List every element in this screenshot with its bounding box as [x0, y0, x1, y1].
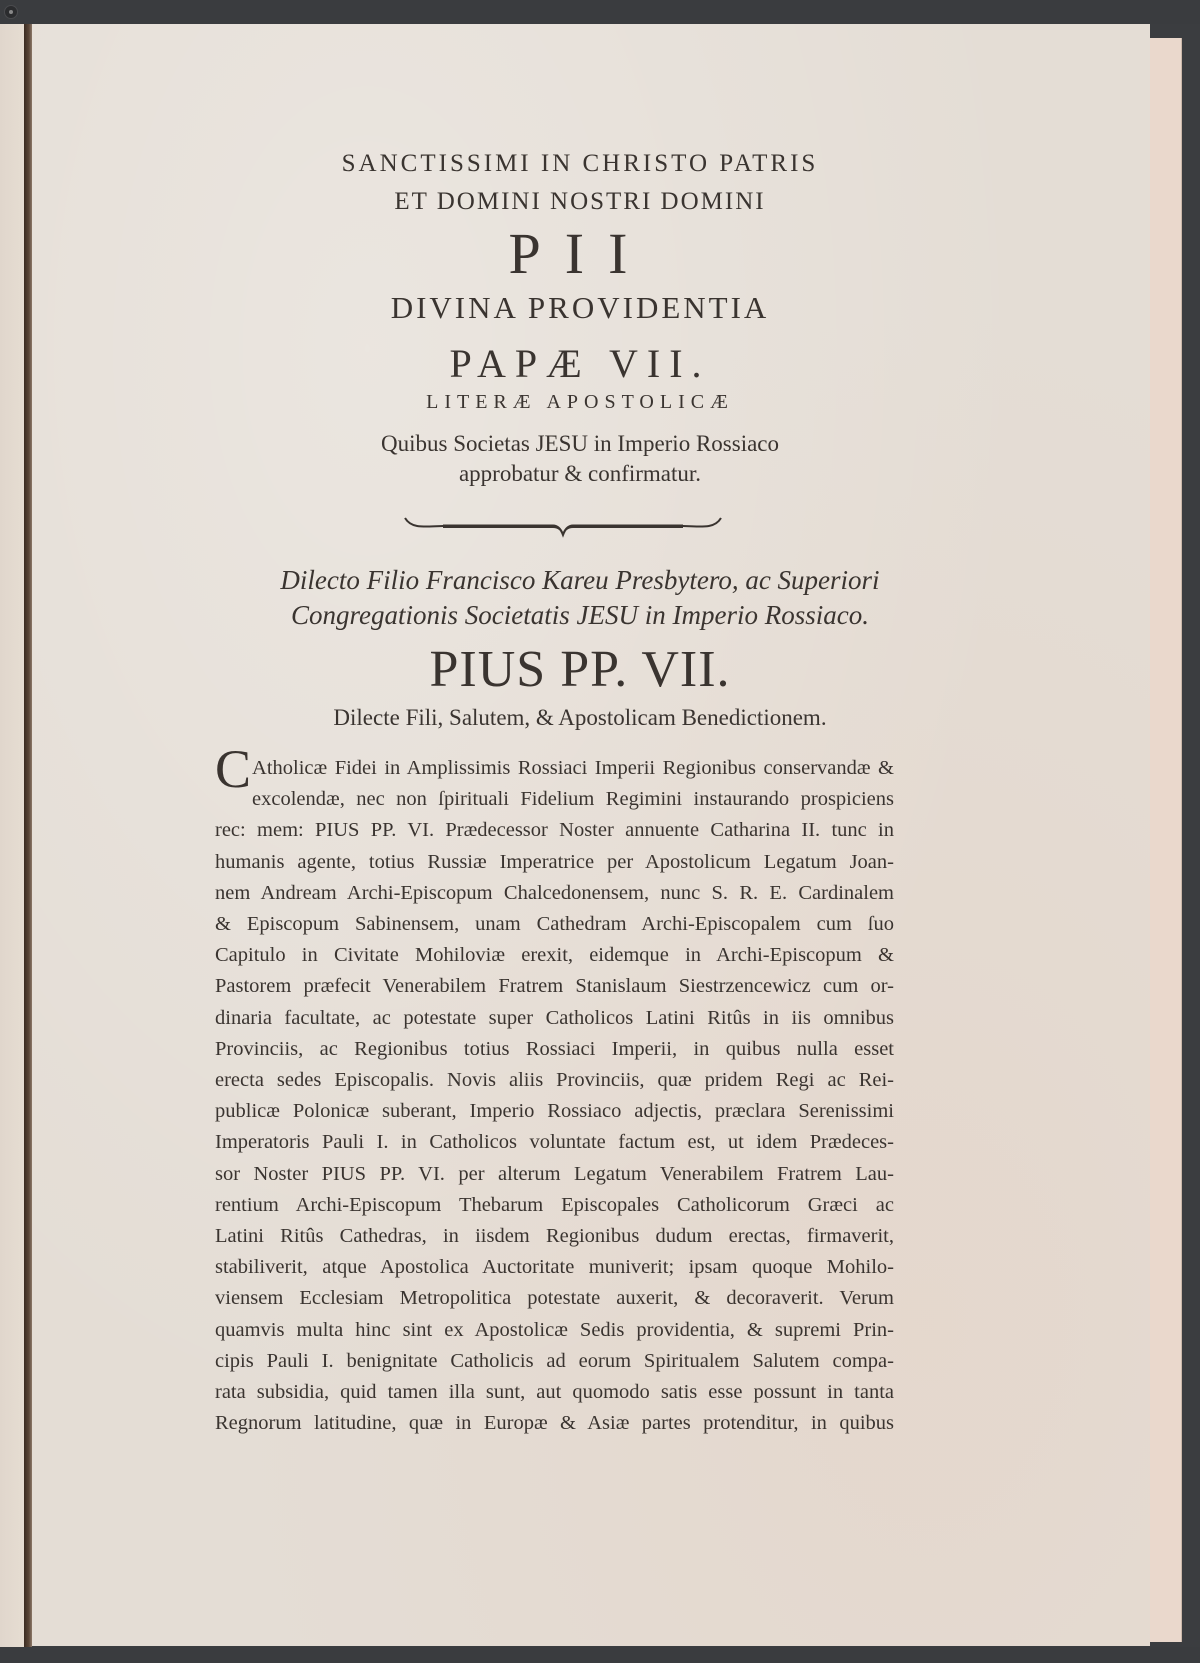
subtitle-line-2: approbatur & confirmatur. — [458, 461, 702, 486]
heading-line-2: ET DOMINI NOSTRI DOMINI — [394, 188, 766, 215]
body-line: Imperatoris Pauli I. in Catholicos voluntate factum est, ut idem Prædeces- — [215, 1131, 894, 1154]
body-line: Pastorem præfecit Venerabilem Fratrem Stanislaum Siestrzencewicz cum or- — [215, 975, 894, 998]
body-line: humanis agente, totius Russiæ Imperatrice per Apostolicum Legatum Joan- — [215, 850, 894, 873]
body-line: Regnorum latitudine, quæ in Europæ & Asiæ partes protenditur, in quibus — [215, 1412, 894, 1435]
body-line: rata subsidia, quid tamen illa sunt, aut quomodo satis esse possunt in tanta — [215, 1381, 894, 1404]
body-line: excolendæ, nec non ſpirituali Fidelium Regimini instaurando prospiciens — [252, 788, 894, 811]
viewer-top-bar — [0, 0, 1200, 24]
body-line: stabiliverit, atque Apostolica Auctoritate muniverit; ipsam quoque Mohilo- — [215, 1256, 894, 1279]
heading-literae: LITERÆ APOSTOLICÆ — [426, 391, 734, 413]
body-line: viensem Ecclesiam Metropolitica potestate auxerit, & decoraverit. Verum — [215, 1287, 894, 1310]
heading-line-1: SANCTISSIMI IN CHRISTO PATRIS — [341, 150, 819, 177]
heading-papae: PAPÆ VII. — [449, 341, 711, 386]
body-line: Capitulo in Civitate Mohiloviæ erexit, eidemque in Archi-Episcopum & — [215, 944, 894, 967]
page-stack-edge — [1145, 38, 1182, 1642]
greeting: Dilecte Fili, Salutem, & Apostolicam Benedictionem. — [333, 705, 827, 730]
body-line: dinaria facultate, ac potestate super Catholicos Latini Ritûs in iis omnibus — [215, 1006, 894, 1029]
body-line: rec: mem: PIUS PP. VI. Prædecessor Noster annuente Catharina II. tunc in — [215, 819, 894, 842]
subtitle-line-1: Quibus Societas JESU in Imperio Rossiaco — [381, 431, 779, 456]
address-line-2: Congregationis Societatis JESU in Imperio Rossiaco. — [291, 600, 869, 630]
body-line: & Episcopum Sabinensem, unam Cathedram Archi-Episcopalem cum ſuo — [215, 913, 894, 936]
heading-pope-name: PII — [508, 221, 652, 286]
body-line: publicæ Polonicæ suberant, Imperio Rossiaco adjectis, præclara Serenissimi — [215, 1100, 894, 1123]
address-line-1: Dilecto Filio Francisco Kareu Presbytero, ac Superiori — [280, 565, 880, 595]
previous-page-edge — [0, 24, 24, 1647]
heading-line-4: DIVINA PROVIDENTIA — [390, 290, 770, 325]
dot-button-icon[interactable] — [4, 5, 18, 19]
signature-pius: PIUS PP. VII. — [429, 641, 731, 698]
body-line: rentium Archi-Episcopum Thebarum Episcopales Catholicorum Græci ac — [215, 1193, 894, 1216]
body-line: cipis Pauli I. benignitate Catholicis ad eorum Spiritualem Salutem compa- — [215, 1349, 894, 1372]
body-line: Latini Ritûs Cathedras, in iisdem Regionibus dudum erectas, firmaverit, — [215, 1225, 894, 1248]
body-line: Atholicæ Fidei in Amplissimis Rossiaci Imperii Regionibus conservandæ & — [252, 757, 894, 779]
body-line: quamvis multa hinc sint ex Apostolicæ Sedis providentia, & supremi Prin- — [215, 1318, 894, 1341]
drop-cap: C — [215, 739, 252, 799]
viewer-bottom-bar — [0, 1647, 1200, 1663]
body-line: nem Andream Archi-Episcopum Chalcedonensem, nunc S. R. E. Cardinalem — [215, 881, 894, 904]
book-gutter — [24, 24, 32, 1647]
body-line: erecta sedes Episcopalis. Novis aliis Provinciis, quæ pridem Regi ac Rei- — [215, 1069, 894, 1092]
brace-ornament-icon — [403, 510, 723, 540]
body-text — [215, 739, 894, 1439]
body-line: Provinciis, ac Regionibus totius Rossiaci Imperii, in quibus nulla esset — [215, 1037, 894, 1060]
body-line: sor Noster PIUS PP. VI. per alterum Legatum Venerabilem Fratrem Lau- — [215, 1162, 894, 1185]
